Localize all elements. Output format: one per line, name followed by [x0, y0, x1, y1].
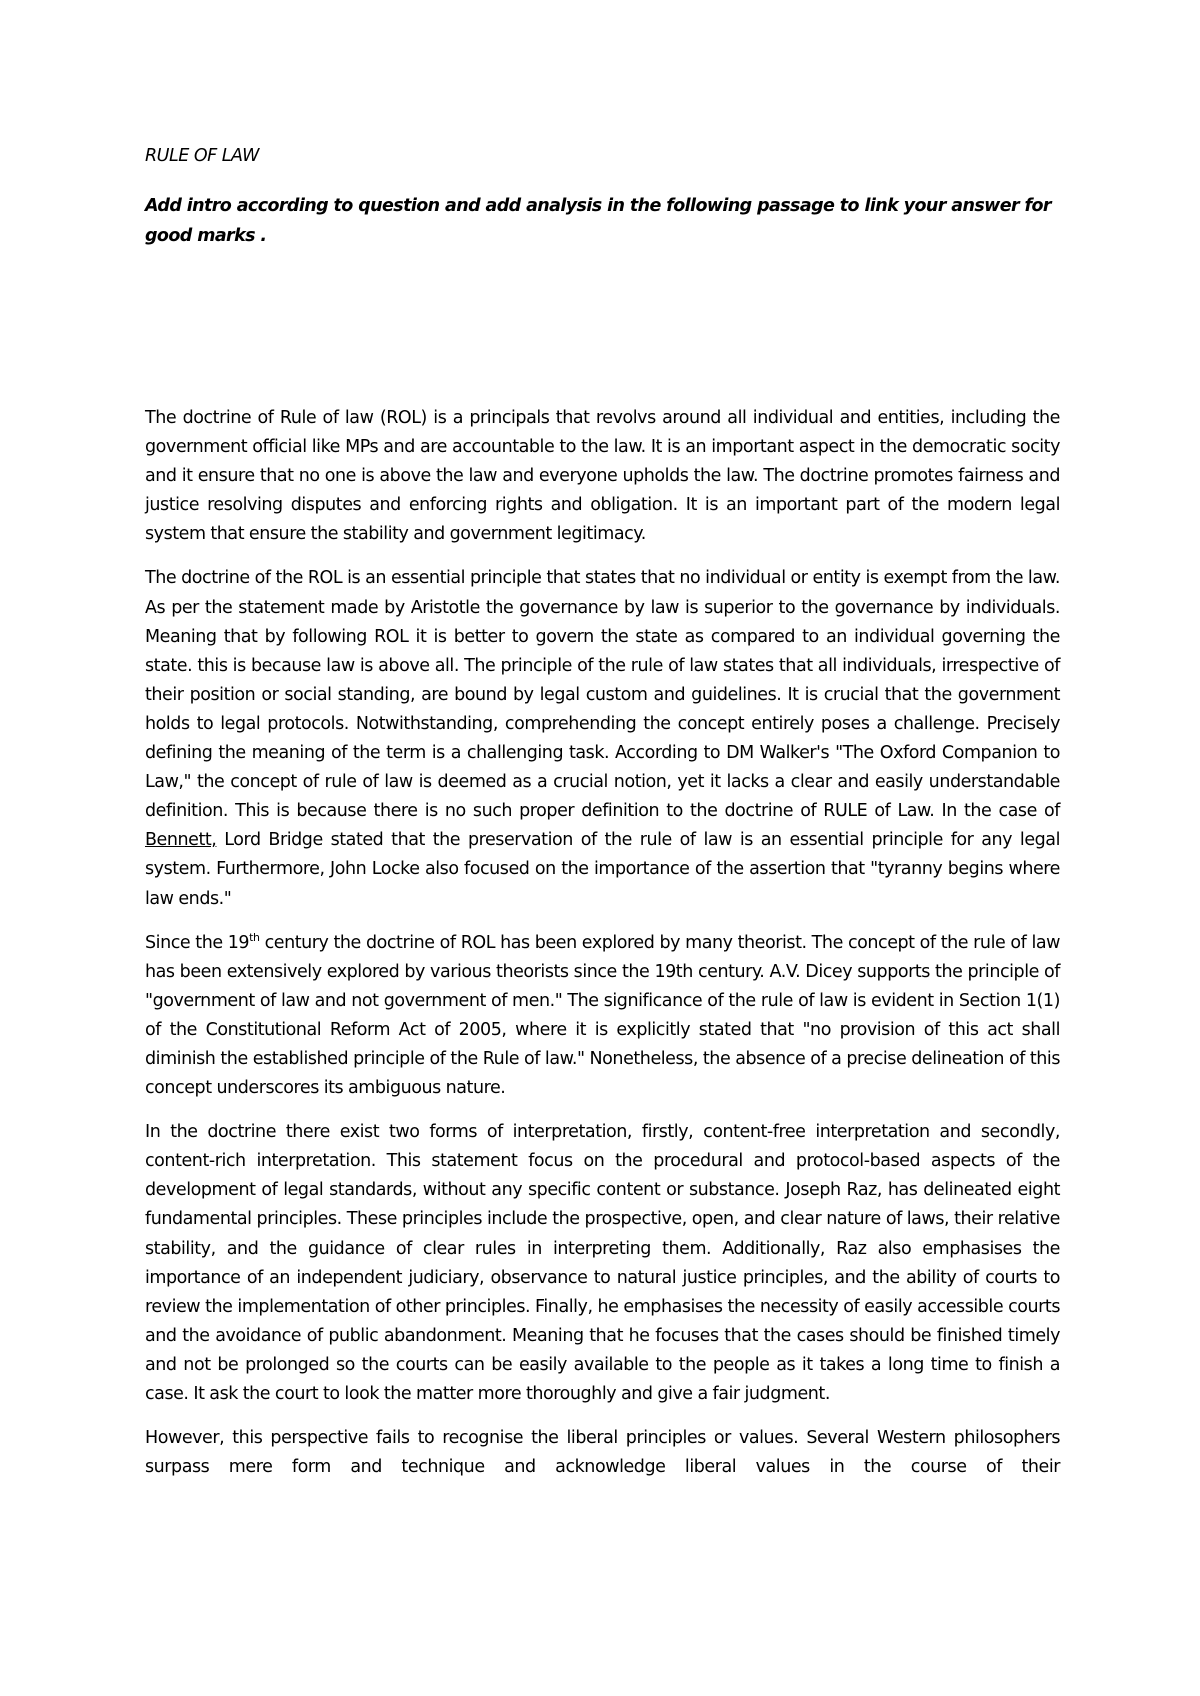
ordinal-superscript: th	[249, 930, 260, 944]
paragraph-2	[145, 564, 1060, 913]
paragraph-1: The doctrine of Rule of law (ROL) is a principals that revolvs around all individual and entities, including the government official like MPs and are accountable to the law. It is an important aspect in the democratic socity and it ensure that no one is above the law and everyone upholds the law. The doctrine promotes fairness and justice resolving disputes and enforcing rights and obligation. It is an important part of the modern legal system that ensure the stability and government legitimacy.	[145, 408, 1060, 545]
instruction-note: Add intro according to question and add analysis in the following passage to link your answer for good marks .	[145, 196, 1051, 246]
case-name-bennett: Bennett,	[145, 830, 217, 851]
paragraph-2-text-after: Lord Bridge stated that the preservation of the rule of law is an essential principle for any legal system. Furthermore, John Locke also focused on the importance of the assertion that "tyranny begins where law ends."	[145, 830, 1060, 909]
paragraph-3-start: Since the 19	[145, 932, 250, 953]
paragraph-5: However, this perspective fails to recognise the liberal principles or values. Several Western philosophers surpass mere form and technique and acknowledge liberal values in the course of their	[145, 1428, 1060, 1478]
paragraph-2-text-before: The doctrine of the ROL is an essential principle that states that no individual or entity is exempt from the law. As per the statement made by Aristotle the governance by law is superior to the governance by individuals. Meaning that by following ROL it is better to govern the state as compared to an individual governing the state. this is because law is above all. The principle of the rule of law states that all individuals, irrespective of their position or social standing, are bound by legal custom and guidelines. It is crucial that the government holds to legal protocols. Notwithstanding, comprehending the concept entirely poses a challenge. Precisely defining the meaning of the term is a challenging task. According to DM Walker's "The Oxford Companion to Law," the concept of rule of law is deemed as a crucial notion, yet it lacks a clear and easily understandable definition. This is because there is no such proper definition to the doctrine of RULE of Law. In the case of	[145, 568, 1060, 822]
document-title: RULE OF LAW	[145, 146, 259, 166]
paragraph-3	[145, 929, 1060, 1104]
paragraph-3-rest: century the doctrine of ROL has been explored by many theorist. The concept of the rule of law has been extensively explored by various theorists since the 19th century. A.V. Dicey supports the principle of "government of law and not government of men." The significance of the rule of law is evident in Section 1(1) of the Constitutional Reform Act of 2005, where it is explicitly stated that "no provision of this act shall diminish the established principle of the Rule of law." Nonetheless, the absence of a precise delineation of this concept underscores its ambiguous nature.	[145, 932, 1060, 1099]
document-body	[145, 404, 1060, 1497]
paragraph-4: In the doctrine there exist two forms of interpretation, firstly, content-free interpretation and secondly, content-rich interpretation. This statement focus on the procedural and protocol-based aspects of the development of legal standards, without any specific content or substance. Joseph Raz, has delineated eight fundamental principles. These principles include the prospective, open, and clear nature of laws, their relative stability, and the guidance of clear rules in interpreting them. Additionally, Raz also emphasises the importance of an independent judiciary, observance to natural justice principles, and the ability of courts to review the implementation of other principles. Finally, he emphasises the necessity of easily accessible courts and the avoidance of public abandonment. Meaning that he focuses that the cases should be finished timely and not be prolonged so the courts can be easily available to the people as it takes a long time to finish a case. It ask the court to look the matter more thoroughly and give a fair judgment.	[145, 1122, 1060, 1404]
